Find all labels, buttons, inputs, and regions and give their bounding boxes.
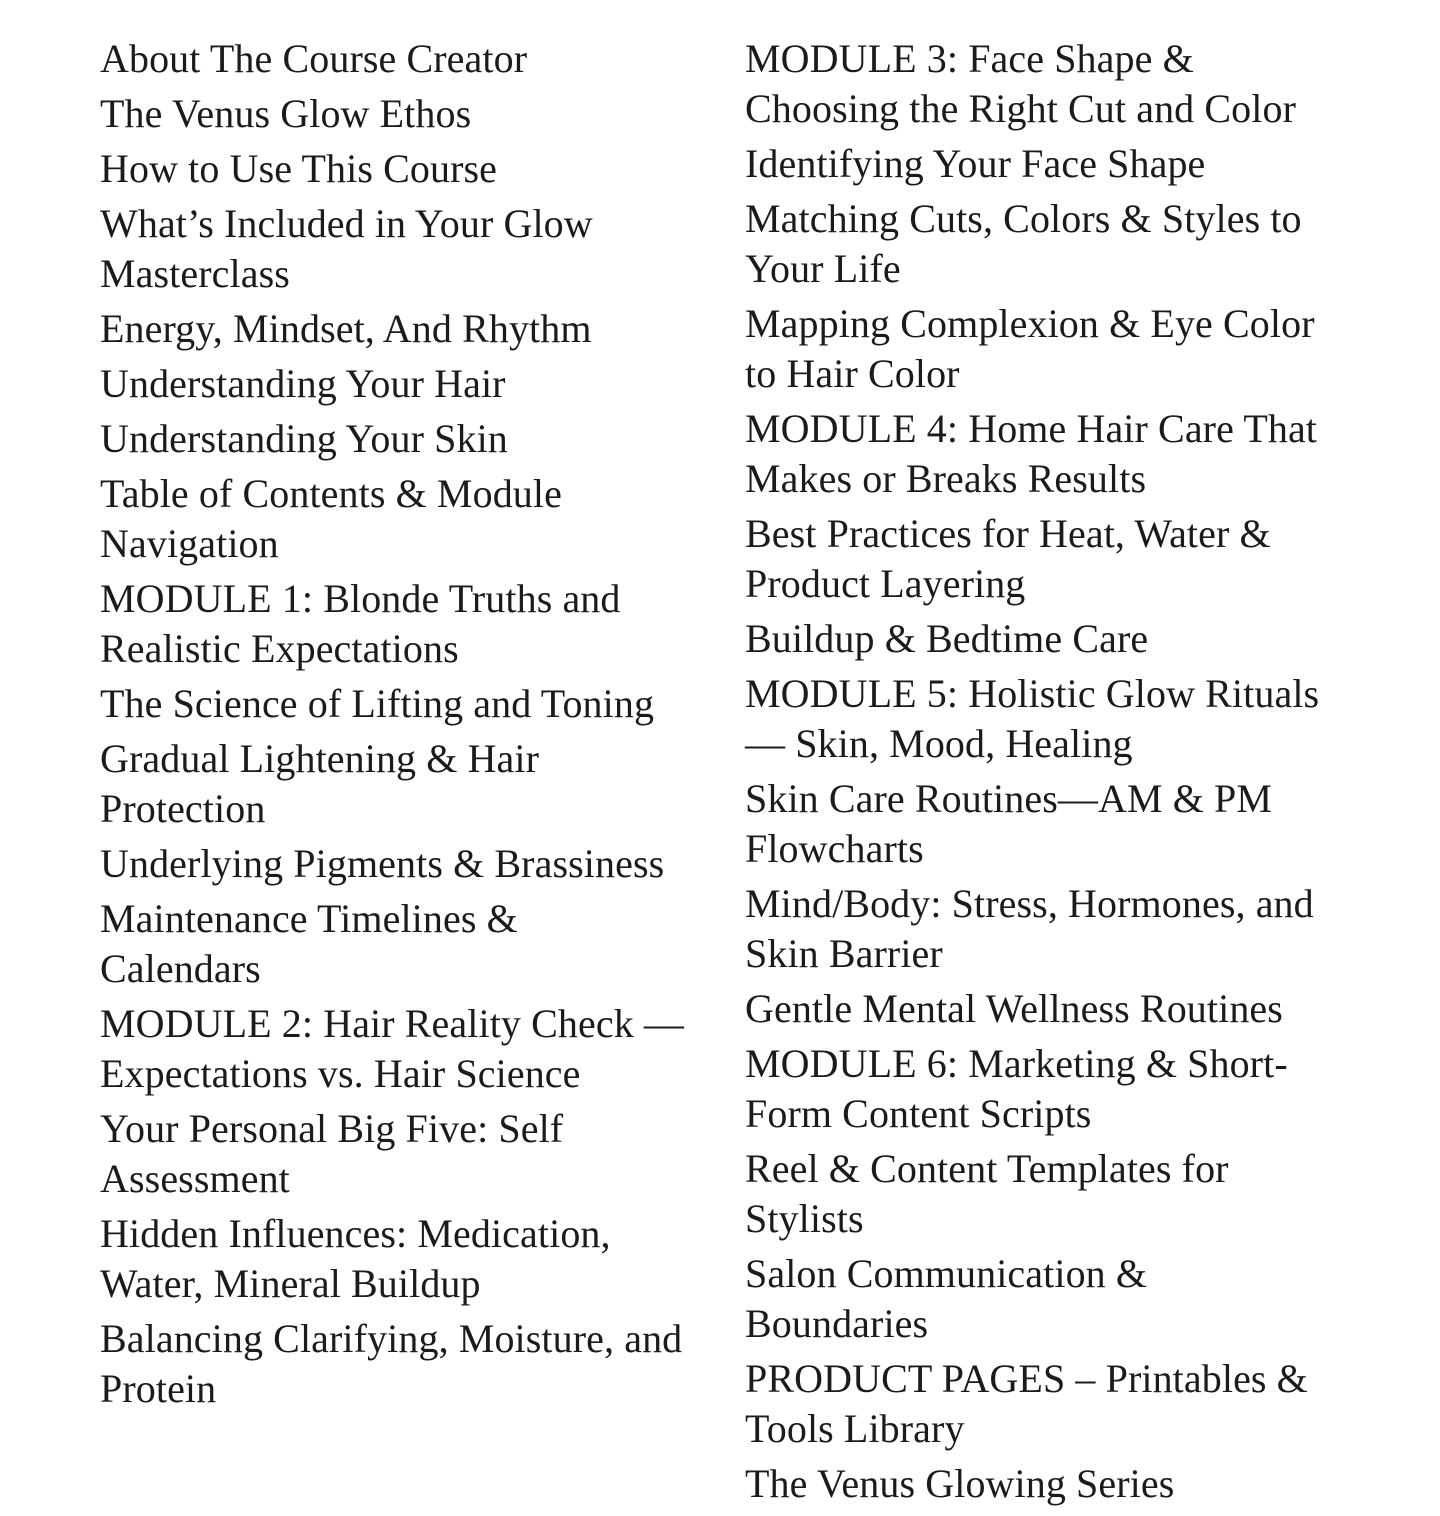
toc-item	[100, 574, 740, 674]
toc-line: About The Course Creator	[100, 36, 528, 81]
toc-line: Matching Cuts, Colors & Styles to	[745, 196, 1302, 241]
toc-item	[100, 1209, 740, 1309]
toc-item	[745, 1144, 1405, 1244]
toc-item	[745, 1039, 1405, 1139]
toc-item	[745, 34, 1405, 134]
toc-line: Assessment	[100, 1156, 290, 1201]
toc-line: MODULE 2: Hair Reality Check —	[100, 1001, 684, 1046]
toc-line: Masterclass	[100, 251, 290, 296]
toc-item	[100, 679, 740, 729]
toc-line: Protection	[100, 786, 266, 831]
toc-line: Expectations vs. Hair Science	[100, 1051, 581, 1096]
toc-line: Gradual Lightening & Hair	[100, 736, 540, 781]
toc-line: Your Life	[745, 246, 901, 291]
toc-item	[745, 1354, 1405, 1454]
toc-item	[100, 1104, 740, 1204]
toc-column-left	[100, 34, 740, 1419]
toc-item	[100, 469, 740, 569]
toc-line: Skin Care Routines—AM & PM	[745, 776, 1273, 821]
toc-item	[100, 304, 740, 354]
toc-item	[745, 509, 1405, 609]
toc-item	[100, 1314, 740, 1414]
toc-line: Makes or Breaks Results	[745, 456, 1147, 501]
toc-item	[100, 894, 740, 994]
toc-line: Tools Library	[745, 1406, 965, 1451]
toc-item	[100, 999, 740, 1099]
toc-line: — Skin, Mood, Healing	[745, 721, 1133, 766]
toc-item	[745, 404, 1405, 504]
toc-item	[745, 299, 1405, 399]
toc-line: MODULE 3: Face Shape &	[745, 36, 1194, 81]
toc-item	[100, 199, 740, 299]
toc-line: Stylists	[745, 1196, 864, 1241]
toc-line: Boundaries	[745, 1301, 929, 1346]
toc-line: Gentle Mental Wellness Routines	[745, 986, 1283, 1031]
toc-line: Understanding Your Skin	[100, 416, 508, 461]
toc-item	[745, 1459, 1405, 1509]
toc-line: MODULE 6: Marketing & Short-	[745, 1041, 1288, 1086]
toc-line: Buildup & Bedtime Care	[745, 616, 1149, 661]
toc-item	[745, 984, 1405, 1034]
toc-line: to Hair Color	[745, 351, 960, 396]
toc-line: Your Personal Big Five: Self	[100, 1106, 564, 1151]
toc-line: Realistic Expectations	[100, 626, 459, 671]
toc-line: Skin Barrier	[745, 931, 943, 976]
toc-item	[100, 34, 740, 84]
toc-line: Product Layering	[745, 561, 1026, 606]
toc-line: PRODUCT PAGES – Printables &	[745, 1356, 1308, 1401]
toc-line: Underlying Pigments & Brassiness	[100, 841, 665, 886]
toc-line: Mapping Complexion & Eye Color	[745, 301, 1315, 346]
toc-item	[100, 839, 740, 889]
toc-line: The Venus Glow Ethos	[100, 91, 472, 136]
toc-line: Identifying Your Face Shape	[745, 141, 1206, 186]
toc-line: Salon Communication &	[745, 1251, 1148, 1296]
toc-line: Maintenance Timelines &	[100, 896, 518, 941]
toc-line: Water, Mineral Buildup	[100, 1261, 481, 1306]
toc-item	[100, 734, 740, 834]
toc-line: MODULE 4: Home Hair Care That	[745, 406, 1318, 451]
toc-line: How to Use This Course	[100, 146, 498, 191]
toc-line: Protein	[100, 1366, 217, 1411]
toc-column-right	[745, 34, 1405, 1514]
toc-item	[100, 359, 740, 409]
toc-item	[100, 414, 740, 464]
toc-line: Choosing the Right Cut and Color	[745, 86, 1296, 131]
toc-line: Calendars	[100, 946, 261, 991]
toc-line: Hidden Influences: Medication,	[100, 1211, 611, 1256]
toc-line: Best Practices for Heat, Water &	[745, 511, 1271, 556]
toc-line: Energy, Mindset, And Rhythm	[100, 306, 592, 351]
toc-line: What’s Included in Your Glow	[100, 201, 593, 246]
toc-item	[745, 614, 1405, 664]
toc-item	[745, 669, 1405, 769]
toc-item	[100, 144, 740, 194]
toc-item	[745, 139, 1405, 189]
toc-line: Reel & Content Templates for	[745, 1146, 1229, 1191]
toc-line: The Venus Glowing Series	[745, 1461, 1175, 1506]
toc-line: Flowcharts	[745, 826, 924, 871]
toc-item	[745, 194, 1405, 294]
toc-line: The Science of Lifting and Toning	[100, 681, 655, 726]
toc-line: MODULE 1: Blonde Truths and	[100, 576, 621, 621]
toc-line: Mind/Body: Stress, Hormones, and	[745, 881, 1314, 926]
toc-line: Balancing Clarifying, Moisture, and	[100, 1316, 683, 1361]
toc-line: MODULE 5: Holistic Glow Rituals	[745, 671, 1320, 716]
toc-item	[100, 89, 740, 139]
toc-item	[745, 879, 1405, 979]
toc-line: Understanding Your Hair	[100, 361, 506, 406]
toc-item	[745, 1249, 1405, 1349]
toc-line: Table of Contents & Module	[100, 471, 562, 516]
toc-line: Navigation	[100, 521, 279, 566]
toc-item	[745, 774, 1405, 874]
toc-line: Form Content Scripts	[745, 1091, 1092, 1136]
